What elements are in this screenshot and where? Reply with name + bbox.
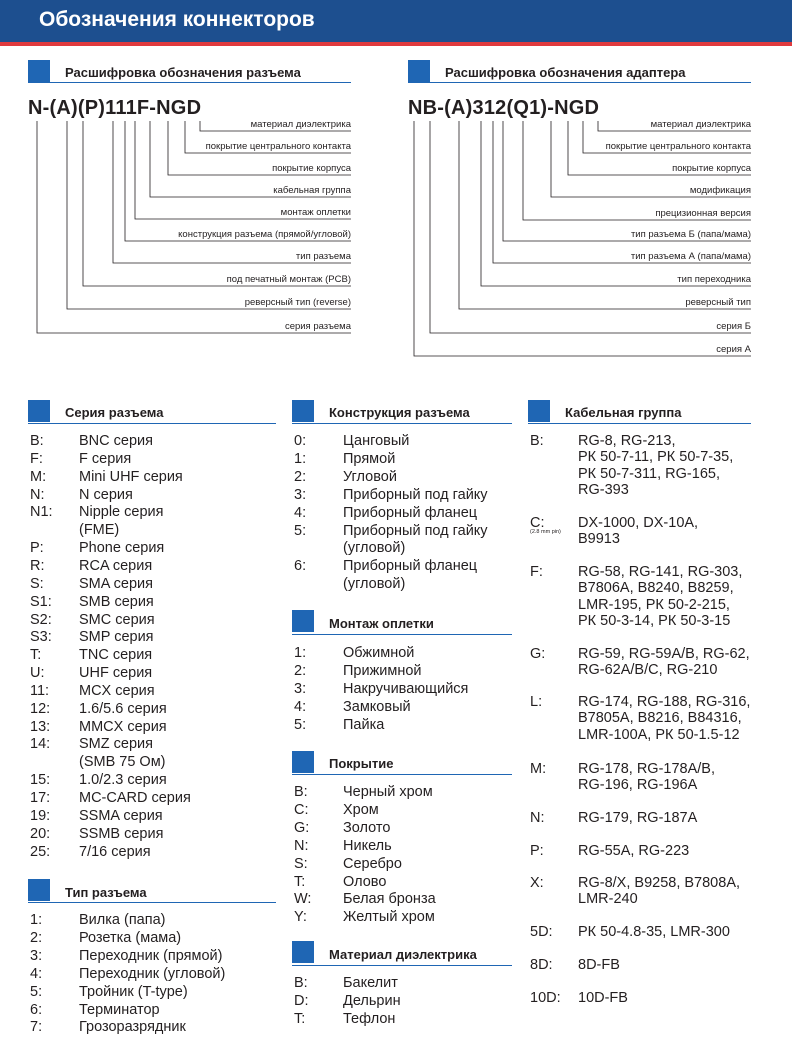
decode-label: покрытие корпуса: [272, 163, 351, 174]
decode-label: реверсный тип: [685, 297, 751, 308]
item-name: MC-CARD серия: [79, 790, 191, 806]
item-line: RG-62A/B/C, RG-210: [578, 662, 718, 679]
section-rule: [292, 634, 512, 635]
decode-label: монтаж оплетки: [280, 207, 351, 218]
item-code: 1:: [294, 645, 307, 661]
leader-line: [583, 121, 751, 153]
decode-label: тип разъема А (папа/мама): [630, 251, 751, 262]
item-code: N:: [30, 486, 45, 503]
adapter-decode-diagram: [0, 0, 792, 400]
item-code: 15:: [30, 772, 51, 789]
section-rule: [28, 423, 276, 424]
item-code: T:: [294, 873, 306, 890]
decode-label: серия разъема: [284, 321, 351, 332]
item-name: RCA серия: [79, 557, 153, 574]
item-code: B:: [530, 433, 544, 449]
dielectric-title: Материал диэлектрика: [329, 947, 477, 962]
leader-line: [598, 121, 751, 131]
item-name: Хром: [343, 801, 379, 818]
item-line: 8D-FB: [578, 957, 620, 973]
decode-label: под печатный монтаж (PCB): [226, 274, 351, 285]
item-name: (FME): [79, 522, 120, 539]
decode-label: покрытие центрального контакта: [205, 141, 351, 152]
item-line: РК 50-7-311, RG-165,: [578, 465, 720, 482]
leader-line: [493, 121, 751, 263]
connector-decode-title: Расшифровка обозначения разъема: [65, 65, 301, 80]
adapter-code: NB-(A)312(Q1)-NGD: [408, 97, 600, 119]
item-line: РК 50-3-14, РК 50-3-15: [578, 613, 731, 630]
item-name: Вилка (папа): [79, 912, 166, 928]
braid-title: Монтаж оплетки: [329, 616, 434, 631]
item-code: N:: [294, 837, 309, 854]
decode-label: тип разъема: [295, 251, 351, 262]
item-name: Грозоразрядник: [79, 1019, 186, 1036]
item-name: Тройник (T-type): [79, 983, 188, 1000]
item-name: Приборный фланец: [343, 558, 478, 575]
item-line: RG-179, RG-187A: [578, 810, 698, 826]
item-name: Прямой: [343, 450, 396, 467]
item-name: (угловой): [343, 540, 406, 557]
item-name: Дельрин: [343, 993, 401, 1009]
item-name: (SMB 75 Ом): [79, 754, 166, 771]
section-rule: [528, 423, 751, 424]
item-name: Nipple серия: [79, 504, 164, 521]
item-code: 19:: [30, 807, 51, 824]
section-marker: [292, 610, 314, 632]
pin-note: (2.8 mm pin): [530, 529, 561, 535]
item-code: 8D:: [530, 957, 553, 973]
item-code: 20:: [30, 825, 51, 842]
item-code: B:: [294, 975, 308, 991]
item-name: 1.0/2.3 серия: [79, 772, 167, 789]
item-line: B7806A, B8240, B8259,: [578, 580, 734, 597]
item-code: S:: [30, 575, 44, 592]
item-name: SMA серия: [79, 575, 153, 592]
section-marker: [292, 941, 314, 963]
item-name: SMP серия: [79, 629, 154, 646]
section-marker: [528, 400, 550, 422]
item-code: B:: [294, 784, 308, 800]
item-code: G:: [530, 646, 546, 662]
item-line: RG-8/X, B9258, B7808A,: [578, 875, 741, 891]
decode-label: прецизионная версия: [655, 208, 751, 219]
item-name: Пайка: [343, 716, 385, 733]
item-code: S2:: [30, 611, 52, 628]
item-name: Приборный фланец: [343, 504, 478, 521]
item-code: 0:: [294, 433, 307, 449]
section-rule: [292, 423, 512, 424]
decode-label: серия Б: [716, 321, 751, 332]
section-rule: [28, 902, 276, 903]
decode-label: конструкция разъема (прямой/угловой): [178, 229, 351, 240]
item-code: M:: [30, 468, 47, 485]
decode-label: материал диэлектрика: [650, 119, 751, 130]
item-line: РК 50-7-11, РК 50-7-35,: [578, 449, 734, 466]
item-name: Олово: [343, 873, 387, 890]
leader-line: [523, 121, 751, 220]
leader-line: [551, 121, 751, 197]
item-name: BNC серия: [79, 433, 153, 449]
item-code: 17:: [30, 790, 51, 806]
item-name: TNC серия: [79, 647, 153, 664]
item-code: 4:: [294, 698, 307, 715]
item-name: N серия: [79, 486, 133, 503]
item-name: SSMA серия: [79, 807, 163, 824]
item-code: X:: [530, 875, 544, 891]
item-name: Тефлон: [343, 1011, 396, 1027]
item-line: LMR-195, РК 50-2-215,: [578, 596, 730, 613]
item-code: 5D:: [530, 924, 553, 940]
item-name: SMZ серия: [79, 736, 153, 753]
item-name: Mini UHF серия: [79, 468, 183, 485]
item-name: MMCX серия: [79, 718, 167, 735]
item-name: Золото: [343, 819, 391, 836]
construction-title: Конструкция разъема: [329, 405, 470, 420]
item-name: Замковый: [343, 698, 411, 715]
section-marker: [28, 400, 50, 422]
item-code: M:: [530, 761, 547, 777]
item-code: U:: [30, 665, 45, 682]
item-name: Phone серия: [79, 540, 165, 557]
item-name: Серебро: [343, 855, 402, 872]
item-code: T:: [294, 1011, 306, 1027]
item-code: C:: [294, 801, 309, 818]
section-rule: [292, 774, 512, 775]
item-name: Терминатор: [79, 1001, 160, 1018]
item-code: D:: [294, 993, 309, 1009]
item-name: Белая бронза: [343, 891, 436, 908]
item-code: P:: [30, 540, 44, 557]
connector-code: N-(A)(P)111F-NGD: [28, 97, 202, 119]
item-line: RG-393: [578, 482, 629, 499]
item-code: 4:: [30, 965, 43, 982]
item-line: RG-174, RG-188, RG-316,: [578, 694, 751, 710]
item-code: 25:: [30, 843, 51, 860]
item-line: LMR-100A, РК 50-1.5-12: [578, 726, 740, 743]
item-name: Никель: [343, 837, 392, 854]
adapter-decode-title: Расшифровка обозначения адаптера: [445, 65, 686, 80]
item-line: RG-196, RG-196A: [578, 777, 698, 794]
item-name: SMC серия: [79, 611, 155, 628]
item-code: 5:: [294, 522, 307, 539]
item-name: Цанговый: [343, 433, 410, 449]
item-line: RG-178, RG-178A/B,: [578, 761, 715, 777]
leader-line: [414, 121, 751, 356]
item-code: 14:: [30, 736, 51, 753]
item-code: N1:: [30, 504, 53, 521]
page-title: Обозначения коннекторов: [39, 8, 315, 31]
connector-type-title: Тип разъема: [65, 885, 147, 900]
item-code: S:: [294, 855, 308, 872]
item-line: 10D-FB: [578, 990, 628, 1006]
decode-label: материал диэлектрика: [250, 119, 351, 130]
leader-line: [481, 121, 751, 286]
item-name: Розетка (мама): [79, 929, 182, 946]
item-code: 5:: [294, 716, 307, 733]
item-name: Накручивающийся: [343, 680, 469, 697]
section-marker: [292, 751, 314, 773]
item-code: 10D:: [530, 990, 561, 1006]
item-code: C:: [530, 515, 545, 531]
item-name: Желтый хром: [343, 909, 435, 926]
decode-label: покрытие корпуса: [672, 163, 751, 174]
item-name: UHF серия: [79, 665, 153, 682]
item-line: RG-55A, RG-223: [578, 843, 690, 859]
cable-group-title: Кабельная группа: [565, 405, 682, 420]
item-code: 7:: [30, 1019, 43, 1036]
item-code: 2:: [294, 662, 307, 679]
decode-label: модификация: [689, 185, 751, 196]
item-code: F:: [30, 450, 43, 467]
item-code: 3:: [294, 680, 307, 697]
decode-label: реверсный тип (reverse): [244, 297, 351, 308]
section-marker: [292, 400, 314, 422]
item-code: 1:: [30, 912, 43, 928]
item-code: B:: [30, 433, 44, 449]
item-line: RG-59, RG-59A/B, RG-62,: [578, 646, 750, 662]
item-code: 3:: [30, 947, 43, 964]
decode-label: тип разъема Б (папа/мама): [630, 229, 751, 240]
item-name: (угловой): [343, 576, 406, 593]
item-line: RG-58, RG-141, RG-303,: [578, 564, 743, 580]
item-code: 6:: [30, 1001, 43, 1018]
item-line: RG-8, RG-213,: [578, 433, 676, 449]
item-code: N:: [530, 810, 545, 826]
plating-title: Покрытие: [329, 756, 394, 771]
item-code: S3:: [30, 629, 52, 646]
item-code: 6:: [294, 558, 307, 575]
item-name: Угловой: [343, 468, 397, 485]
item-code: L:: [530, 694, 543, 710]
item-code: 13:: [30, 718, 51, 735]
decode-label: покрытие центрального контакта: [605, 141, 751, 152]
item-line: DX-1000, DX-10A,: [578, 515, 699, 531]
decode-label: кабельная группа: [273, 185, 351, 196]
decode-label: серия А: [716, 344, 751, 355]
item-code: 12:: [30, 700, 51, 717]
item-code: P:: [530, 843, 544, 859]
item-name: Прижимной: [343, 662, 422, 679]
item-line: РК 50-4.8-35, LMR-300: [578, 924, 730, 940]
item-name: 7/16 серия: [79, 843, 151, 860]
item-code: Y:: [294, 909, 307, 926]
item-code: 1:: [294, 450, 307, 467]
leader-line: [503, 121, 751, 241]
item-name: Переходник (угловой): [79, 965, 226, 982]
item-code: 5:: [30, 983, 43, 1000]
item-name: Приборный под гайку: [343, 522, 488, 539]
series-title: Серия разъема: [65, 405, 164, 420]
item-name: Приборный под гайку: [343, 486, 488, 503]
decode-label: тип переходника: [677, 274, 751, 285]
item-code: R:: [30, 557, 45, 574]
item-name: Черный хром: [343, 784, 433, 800]
item-name: MCX серия: [79, 682, 155, 699]
item-name: SMB серия: [79, 593, 154, 610]
item-name: Бакелит: [343, 975, 398, 991]
item-name: Переходник (прямой): [79, 947, 223, 964]
item-code: 2:: [30, 929, 43, 946]
item-code: G:: [294, 819, 310, 836]
item-name: F серия: [79, 450, 132, 467]
section-marker: [28, 879, 50, 901]
item-name: SSMB серия: [79, 825, 164, 842]
item-code: 2:: [294, 468, 307, 485]
item-code: 3:: [294, 486, 307, 503]
item-line: LMR-240: [578, 891, 638, 908]
item-code: T:: [30, 647, 42, 664]
leader-line: [568, 121, 751, 175]
item-code: F:: [530, 564, 543, 580]
item-code: 11:: [30, 682, 50, 699]
item-code: S1:: [30, 593, 52, 610]
item-line: B7805A, B8216, B84316,: [578, 710, 742, 727]
item-name: 1.6/5.6 серия: [79, 700, 167, 717]
item-code: W:: [294, 891, 312, 908]
section-rule: [292, 965, 512, 966]
item-code: 4:: [294, 504, 307, 521]
item-name: Обжимной: [343, 645, 415, 661]
item-line: B9913: [578, 531, 620, 548]
